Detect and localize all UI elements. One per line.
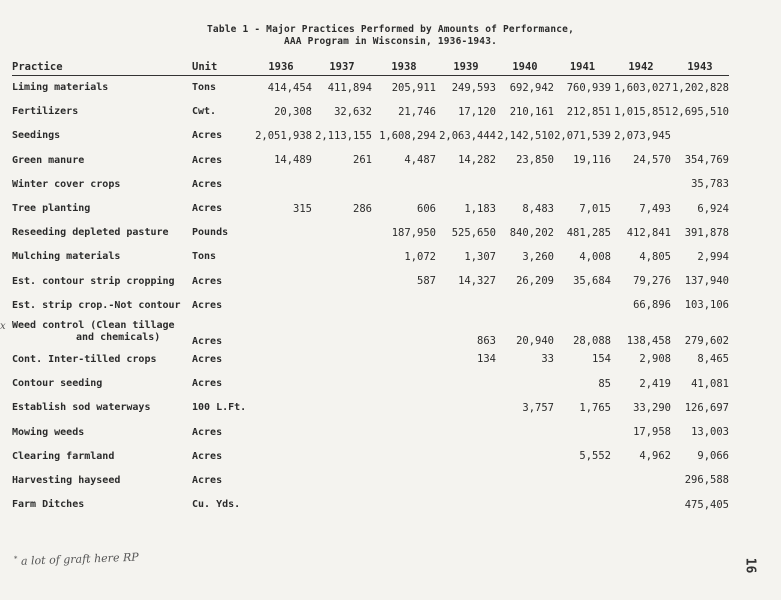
- value-cell: 7,493: [639, 202, 671, 215]
- practice-cell: Tree planting: [12, 203, 91, 215]
- value-cell: 41,081: [691, 377, 729, 390]
- value-cell: 2,071,539: [554, 129, 611, 142]
- year-header-1939: 1939: [436, 58, 496, 76]
- value-cell: 35,783: [691, 178, 729, 191]
- value-cell: 210,161: [509, 105, 554, 118]
- practice-cell: [12, 317, 192, 347]
- value-cell: 2,142,510: [497, 129, 554, 142]
- unit-cell: Pounds: [192, 227, 229, 239]
- value-cell: 863: [477, 335, 496, 348]
- value-cell: 2,994: [697, 250, 729, 263]
- value-cell: [312, 269, 372, 293]
- value-cell: 412,841: [626, 226, 671, 239]
- value-cell: [312, 372, 372, 396]
- value-cell: [250, 396, 312, 420]
- value-cell: 1,608,294: [379, 129, 436, 142]
- table-row: [12, 196, 729, 220]
- value-cell: 13,003: [691, 426, 729, 439]
- value-cell: [250, 420, 312, 444]
- value-cell: 134: [477, 353, 496, 366]
- table-row: [12, 420, 729, 444]
- value-cell: [372, 396, 436, 420]
- table-row: [12, 172, 729, 196]
- unit-cell: Acres: [192, 154, 223, 166]
- value-cell: 2,908: [639, 353, 671, 366]
- page-number: 16: [742, 557, 758, 574]
- value-cell: [372, 293, 436, 317]
- value-cell: [312, 317, 372, 347]
- value-cell: [372, 493, 436, 517]
- unit-cell: Acres: [192, 336, 223, 348]
- practice-line-2: and chemicals): [76, 332, 161, 344]
- value-cell: 9,066: [697, 450, 729, 463]
- unit-cell: Cwt.: [192, 106, 217, 118]
- value-cell: 4,487: [404, 154, 436, 167]
- value-cell: [554, 468, 611, 492]
- value-cell: 1,202,828: [672, 81, 729, 94]
- value-cell: [436, 420, 496, 444]
- value-cell: 1,183: [464, 202, 496, 215]
- value-cell: 14,282: [458, 154, 496, 167]
- table-row: [12, 372, 729, 396]
- value-cell: [312, 221, 372, 245]
- value-cell: 354,769: [684, 154, 729, 167]
- table-row: [12, 347, 729, 371]
- value-cell: [372, 444, 436, 468]
- value-cell: [312, 245, 372, 269]
- value-cell: 20,940: [516, 335, 554, 348]
- value-cell: [436, 493, 496, 517]
- value-cell: 212,851: [566, 105, 611, 118]
- value-cell: 19,116: [573, 154, 611, 167]
- practice-cell: Winter cover crops: [12, 178, 121, 190]
- handwritten-asterisk: *: [13, 554, 18, 563]
- value-cell: 411,894: [327, 81, 372, 94]
- value-cell: [250, 493, 312, 517]
- title-line-2: AAA Program in Wisconsin, 1936-1943.: [283, 36, 498, 47]
- value-cell: 1,072: [404, 250, 436, 263]
- value-cell: [312, 293, 372, 317]
- value-cell: [436, 372, 496, 396]
- value-cell: [496, 493, 554, 517]
- value-cell: [312, 493, 372, 517]
- table-row: [12, 148, 729, 172]
- value-cell: 587: [417, 275, 436, 288]
- value-cell: 21,746: [398, 105, 436, 118]
- value-cell: 692,942: [509, 81, 554, 94]
- value-cell: 5,552: [579, 450, 611, 463]
- value-cell: 14,489: [274, 154, 312, 167]
- practice-cell: Establish sod waterways: [12, 402, 151, 414]
- unit-cell: Acres: [192, 178, 223, 190]
- value-cell: [372, 317, 436, 347]
- practice-cell: Mowing weeds: [12, 426, 85, 438]
- value-cell: [312, 420, 372, 444]
- value-cell: [250, 317, 312, 347]
- practice-cell: Est. strip crop.-Not contour: [12, 299, 181, 311]
- value-cell: [611, 493, 671, 517]
- value-cell: 2,419: [639, 377, 671, 390]
- value-cell: [496, 372, 554, 396]
- value-cell: 2,695,510: [672, 105, 729, 118]
- value-cell: [250, 347, 312, 371]
- value-cell: 8,465: [697, 353, 729, 366]
- margin-x-mark: x: [0, 321, 6, 332]
- practice-cell: Seedings: [12, 130, 61, 142]
- value-cell: 279,602: [684, 335, 729, 348]
- value-cell: [312, 172, 372, 196]
- value-cell: [372, 420, 436, 444]
- value-cell: [554, 172, 611, 196]
- value-cell: 7,015: [579, 202, 611, 215]
- unit-column-header: Unit: [192, 58, 250, 76]
- value-cell: [250, 444, 312, 468]
- value-cell: [372, 347, 436, 371]
- value-cell: [372, 372, 436, 396]
- value-cell: [436, 444, 496, 468]
- year-header-1942: 1942: [611, 58, 671, 76]
- table-row: [12, 317, 729, 347]
- value-cell: 391,878: [684, 226, 729, 239]
- table-header-row: [12, 58, 729, 76]
- table-row: [12, 468, 729, 492]
- value-cell: 4,008: [579, 250, 611, 263]
- value-cell: 475,405: [684, 498, 729, 511]
- year-header-1937: 1937: [312, 58, 372, 76]
- value-cell: 17,958: [633, 426, 671, 439]
- value-cell: 66,896: [633, 299, 671, 312]
- practice-line-1: Weed control (Clean tillage: [12, 320, 175, 332]
- table-title: [0, 24, 781, 48]
- table-row: [12, 76, 729, 100]
- value-cell: [250, 468, 312, 492]
- value-cell: [436, 468, 496, 492]
- value-cell: [372, 468, 436, 492]
- value-cell: 79,276: [633, 275, 671, 288]
- practice-cell: Liming materials: [12, 82, 109, 94]
- practice-cell: Clearing farmland: [12, 450, 115, 462]
- value-cell: 4,962: [639, 450, 671, 463]
- practice-cell: Green manure: [12, 154, 85, 166]
- year-header-1940: 1940: [496, 58, 554, 76]
- unit-cell: Acres: [192, 130, 223, 142]
- value-cell: 17,120: [458, 105, 496, 118]
- value-cell: [312, 468, 372, 492]
- unit-cell: Tons: [192, 82, 217, 94]
- value-cell: 3,757: [522, 401, 554, 414]
- value-cell: [250, 269, 312, 293]
- value-cell: 261: [353, 154, 372, 167]
- value-cell: [250, 221, 312, 245]
- year-header-1936: 1936: [250, 58, 312, 76]
- table-row: [12, 100, 729, 124]
- value-cell: 840,202: [509, 226, 554, 239]
- value-cell: [554, 493, 611, 517]
- value-cell: [312, 444, 372, 468]
- value-cell: 154: [592, 353, 611, 366]
- value-cell: 525,650: [451, 226, 496, 239]
- value-cell: 23,850: [516, 154, 554, 167]
- value-cell: 138,458: [626, 335, 671, 348]
- value-cell: [312, 347, 372, 371]
- value-cell: 33: [541, 353, 554, 366]
- value-cell: [554, 293, 611, 317]
- value-cell: 2,051,938: [255, 129, 312, 142]
- table-row: [12, 444, 729, 468]
- unit-cell: Acres: [192, 450, 223, 462]
- value-cell: [496, 444, 554, 468]
- value-cell: 760,939: [566, 81, 611, 94]
- practice-column-header: Practice: [12, 58, 192, 76]
- unit-cell: Acres: [192, 426, 223, 438]
- table-row: [12, 293, 729, 317]
- value-cell: [250, 172, 312, 196]
- practice-cell: Fertilizers: [12, 106, 79, 118]
- table-row: [12, 124, 729, 148]
- value-cell: 6,924: [697, 202, 729, 215]
- unit-cell: Acres: [192, 378, 223, 390]
- practice-cell: Cont. Inter-tilled crops: [12, 353, 157, 365]
- practice-cell: Harvesting hayseed: [12, 474, 121, 486]
- value-cell: 249,593: [451, 81, 496, 94]
- value-cell: 8,483: [522, 202, 554, 215]
- table-row: [12, 396, 729, 420]
- value-cell: [496, 172, 554, 196]
- value-cell: 315: [293, 202, 312, 215]
- table-row: [12, 245, 729, 269]
- value-cell: 137,940: [684, 275, 729, 288]
- value-cell: 4,805: [639, 250, 671, 263]
- value-cell: 2,073,945: [614, 129, 671, 142]
- value-cell: 2,063,444: [439, 129, 496, 142]
- year-header-1938: 1938: [372, 58, 436, 76]
- practice-cell: Reseeding depleted pasture: [12, 227, 169, 239]
- value-cell: [436, 293, 496, 317]
- handwritten-note: [14, 551, 139, 568]
- value-cell: [496, 420, 554, 444]
- year-header-1943: 1943: [671, 58, 729, 76]
- value-cell: 2,113,155: [315, 129, 372, 142]
- value-cell: [436, 396, 496, 420]
- value-cell: 1,307: [464, 250, 496, 263]
- practice-cell: Mulching materials: [12, 251, 121, 263]
- unit-cell: Acres: [192, 299, 223, 311]
- value-cell: 414,454: [267, 81, 312, 94]
- value-cell: [496, 468, 554, 492]
- value-cell: [554, 420, 611, 444]
- value-cell: [372, 172, 436, 196]
- unit-cell: Acres: [192, 203, 223, 215]
- value-cell: 26,209: [516, 275, 554, 288]
- value-cell: 35,684: [573, 275, 611, 288]
- value-cell: 32,632: [334, 105, 372, 118]
- value-cell: 187,950: [391, 226, 436, 239]
- value-cell: [250, 245, 312, 269]
- value-cell: 3,260: [522, 250, 554, 263]
- value-cell: 286: [353, 202, 372, 215]
- value-cell: 28,088: [573, 335, 611, 348]
- value-cell: [250, 372, 312, 396]
- table-row: [12, 493, 729, 517]
- value-cell: 126,697: [684, 401, 729, 414]
- value-cell: [611, 172, 671, 196]
- value-cell: 14,327: [458, 275, 496, 288]
- value-cell: [611, 468, 671, 492]
- value-cell: 296,588: [684, 474, 729, 487]
- value-cell: 1,603,027: [614, 81, 671, 94]
- value-cell: 103,106: [684, 299, 729, 312]
- unit-cell: 100 L.Ft.: [192, 402, 247, 414]
- practice-cell: Est. contour strip cropping: [12, 275, 175, 287]
- value-cell: [671, 124, 729, 148]
- table-row: [12, 221, 729, 245]
- unit-cell: Cu. Yds.: [192, 499, 241, 511]
- title-line-1: Table 1 - Major Practices Performed by Amounts of Performance,: [206, 24, 574, 35]
- practice-cell-wrap: [12, 320, 175, 344]
- value-cell: [250, 293, 312, 317]
- handwritten-note-text: a lot of graft here RP: [20, 550, 139, 568]
- value-cell: 33,290: [633, 401, 671, 414]
- value-cell: 606: [417, 202, 436, 215]
- value-cell: 1,015,851: [614, 105, 671, 118]
- unit-cell: Acres: [192, 353, 223, 365]
- value-cell: [312, 396, 372, 420]
- value-cell: [496, 293, 554, 317]
- year-header-1941: 1941: [554, 58, 611, 76]
- value-cell: 20,308: [274, 105, 312, 118]
- unit-cell: Acres: [192, 474, 223, 486]
- value-cell: 24,570: [633, 154, 671, 167]
- table-row: [12, 269, 729, 293]
- value-cell: 481,285: [566, 226, 611, 239]
- value-cell: 205,911: [391, 81, 436, 94]
- practice-cell: Contour seeding: [12, 378, 103, 390]
- value-cell: 85: [598, 377, 611, 390]
- unit-cell: Acres: [192, 275, 223, 287]
- unit-cell: Tons: [192, 251, 217, 263]
- value-cell: 1,765: [579, 401, 611, 414]
- value-cell: [436, 172, 496, 196]
- practice-cell: Farm Ditches: [12, 499, 85, 511]
- practices-table: [12, 58, 729, 517]
